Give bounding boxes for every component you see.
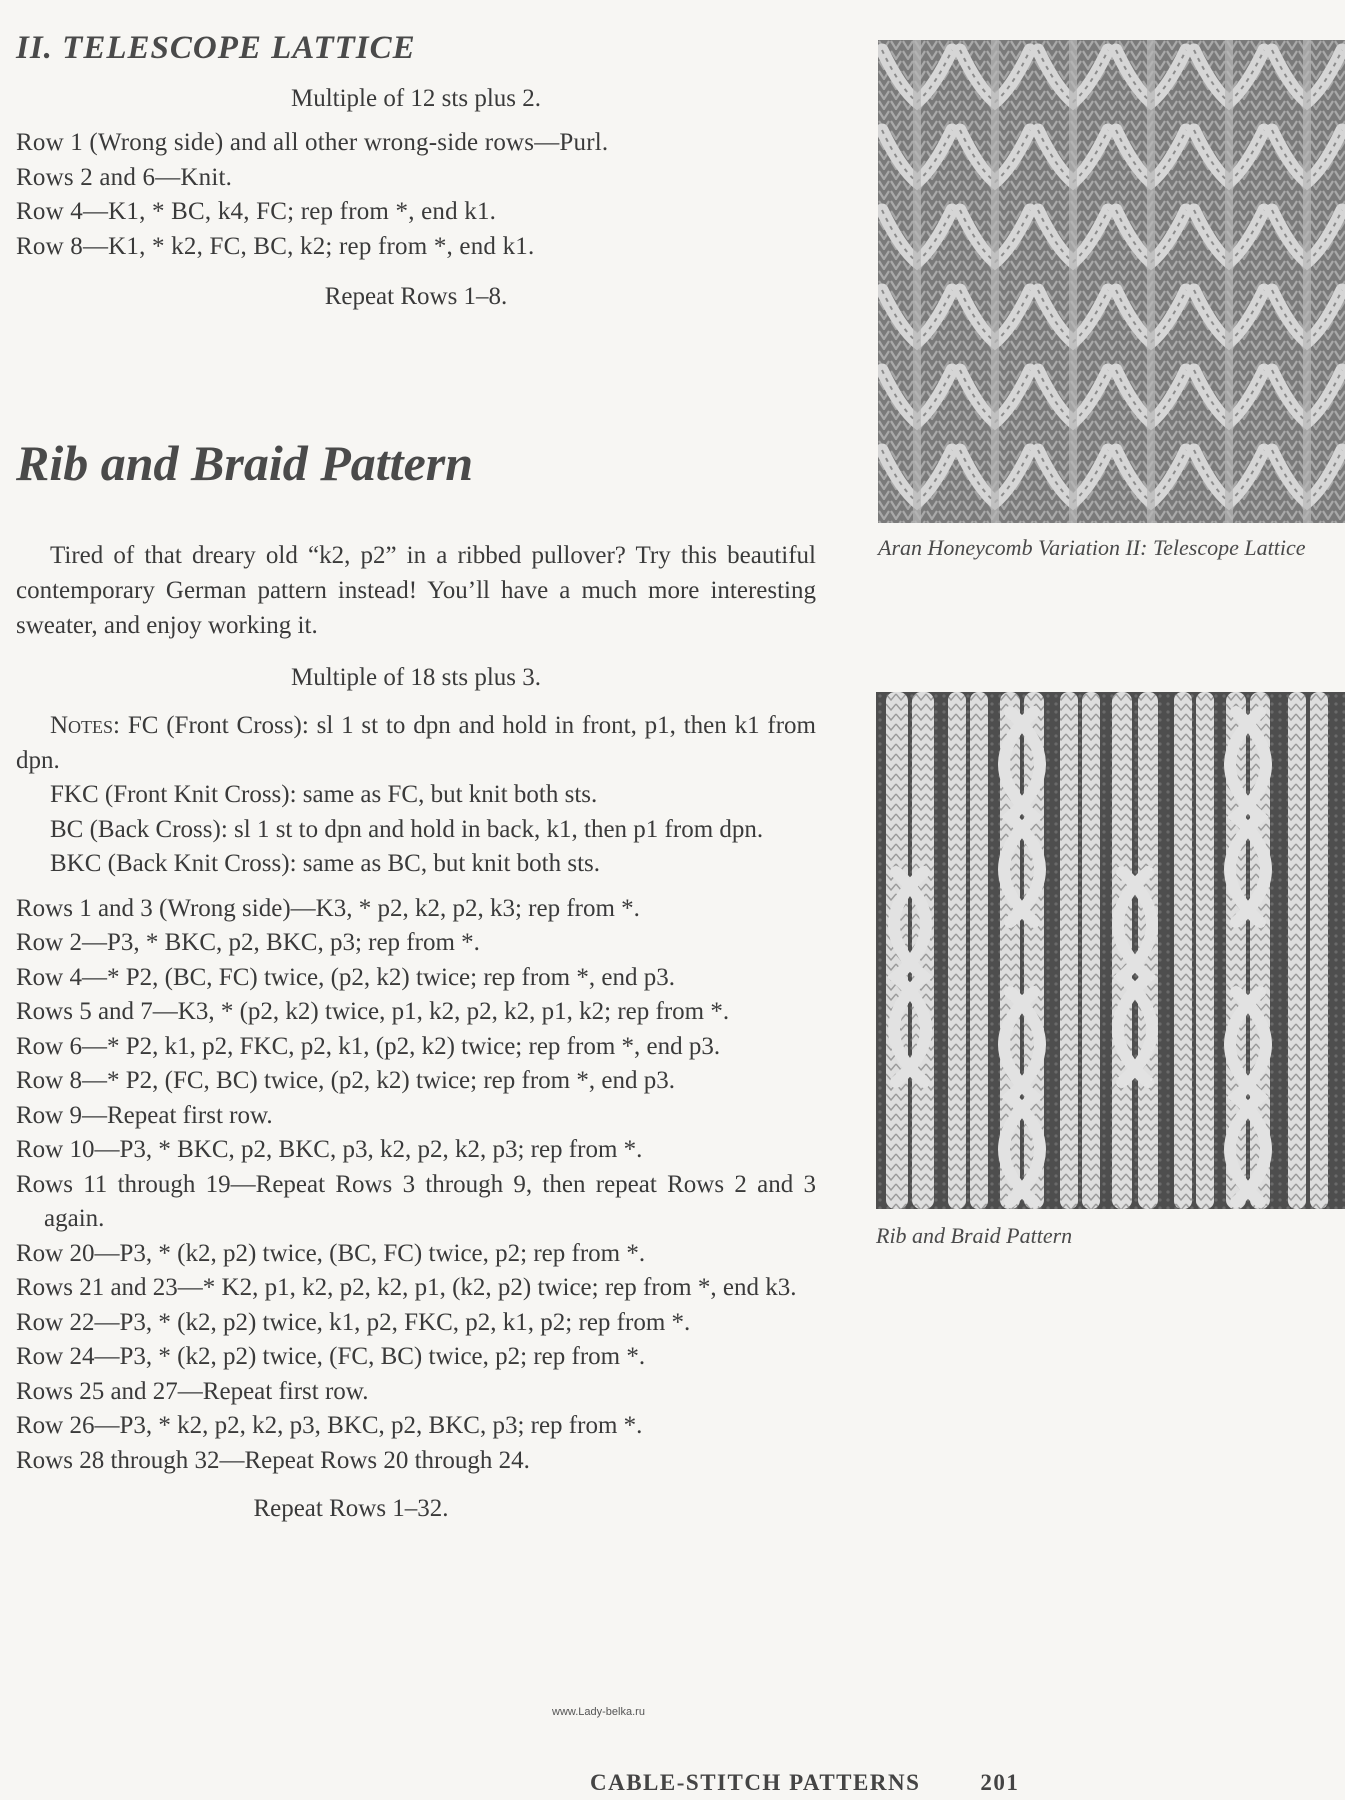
multiple-note: Multiple of 18 sts plus 3. bbox=[290, 664, 541, 691]
instruction-row: Row 1 (Wrong side) and all other wrong-side rows—Purl. bbox=[16, 129, 609, 156]
section-title-rib-and-braid: Rib and Braid Pattern bbox=[16, 435, 474, 491]
left-column bbox=[16, 28, 817, 1522]
watermark-url: www.Lady-belka.ru bbox=[552, 1706, 645, 1718]
photo-caption-telescope-lattice: Aran Honeycomb Variation II: Telescope Lattice bbox=[878, 535, 1306, 560]
rib-and-braid-swatch-image bbox=[876, 692, 1345, 1209]
note-text: FC (Front Cross): sl 1 st to dpn and hold in front, p1, then k1 from dpn. bbox=[16, 712, 817, 774]
repeat-note: Repeat Rows 1–8. bbox=[324, 283, 508, 310]
telescope-lattice-swatch-image bbox=[878, 40, 1345, 523]
intro-paragraph: Tired of that dreary old “k2, p2” in a ribbed pullover? Try this beautiful contemporary German pattern instead! You’ll have a much more interesting sweater, and enjoy working it. bbox=[16, 542, 816, 639]
note-fc bbox=[16, 709, 816, 778]
repeat-note: Repeat Rows 1–32. bbox=[253, 1495, 449, 1522]
photo-caption-rib-and-braid: Rib and Braid Pattern bbox=[876, 1223, 1073, 1248]
instruction-row: Rows 1 and 3 (Wrong side)—K3, * p2, k2, p2, k3; rep from *. bbox=[16, 894, 640, 922]
instruction-row: Row 6—* P2, k1, p2, FKC, p2, k1, (p2, k2) twice; rep from *, end p3. bbox=[16, 1032, 721, 1060]
instruction-row: Row 9—Repeat first row. bbox=[16, 1101, 273, 1129]
instruction-row: Row 26—P3, * k2, p2, k2, p3, BKC, p2, BKC, p3; rep from *. bbox=[16, 1412, 643, 1439]
note-bkc: BKC (Back Knit Cross): same as BC, but knit both sts. bbox=[50, 850, 600, 877]
instruction-row: Rows 11 through 19—Repeat Rows 3 through 9, then repeat Rows 2 and 3 again. bbox=[16, 1170, 816, 1232]
instruction-row: Rows 21 and 23—* K2, p1, k2, p2, k2, p1, (k2, p2) twice; rep from *, end k3. bbox=[16, 1274, 797, 1301]
instruction-row: Row 10—P3, * BKC, p2, BKC, p3, k2, p2, k2, p3; rep from *. bbox=[16, 1136, 643, 1163]
page-footer bbox=[590, 1770, 1019, 1796]
instruction-row: Row 2—P3, * BKC, p2, BKC, p3; rep from *. bbox=[16, 929, 480, 956]
instruction-row: Row 4—* P2, (BC, FC) twice, (p2, k2) twice; rep from *, end p3. bbox=[16, 963, 675, 991]
notes-label: Notes: bbox=[50, 712, 120, 739]
telescope-lattice-photo bbox=[878, 40, 1345, 523]
instruction-row: Row 24—P3, * (k2, p2) twice, (FC, BC) twice, p2; rep from *. bbox=[16, 1343, 646, 1370]
section-title-telescope-lattice: II. TELESCOPE LATTICE bbox=[16, 30, 416, 66]
instruction-row: Row 8—K1, * k2, FC, BC, k2; rep from *, end k1. bbox=[16, 232, 535, 260]
instruction-row: Rows 25 and 27—Repeat first row. bbox=[16, 1377, 369, 1405]
instruction-row: Rows 2 and 6—Knit. bbox=[16, 163, 233, 191]
note-bc: BC (Back Cross): sl 1 st to dpn and hold in back, k1, then p1 from dpn. bbox=[50, 815, 764, 843]
instruction-row: Row 4—K1, * BC, k4, FC; rep from *, end k1. bbox=[16, 198, 497, 225]
rib-and-braid-photo bbox=[876, 692, 1345, 1209]
page-number: 201 bbox=[980, 1770, 1020, 1795]
instruction-row: Row 22—P3, * (k2, p2) twice, k1, p2, FKC, p2, k1, p2; rep from *. bbox=[16, 1308, 691, 1336]
multiple-note: Multiple of 12 sts plus 2. bbox=[290, 85, 541, 112]
instruction-row: Row 8—* P2, (FC, BC) twice, (p2, k2) twice; rep from *, end p3. bbox=[16, 1067, 675, 1094]
instruction-row: Row 20—P3, * (k2, p2) twice, (BC, FC) twice, p2; rep from *. bbox=[16, 1239, 646, 1267]
note-fkc: FKC (Front Knit Cross): same as FC, but knit both sts. bbox=[50, 781, 598, 808]
instruction-rows bbox=[16, 892, 816, 1479]
instruction-row: Rows 28 through 32—Repeat Rows 20 through 24. bbox=[16, 1446, 530, 1474]
rib-braid-block bbox=[16, 538, 816, 1526]
instruction-row: Rows 5 and 7—K3, * (p2, k2) twice, p1, k2, p2, k2, p1, k2; rep from *. bbox=[16, 998, 730, 1025]
running-footer-title: CABLE-STITCH PATTERNS bbox=[590, 1770, 921, 1795]
